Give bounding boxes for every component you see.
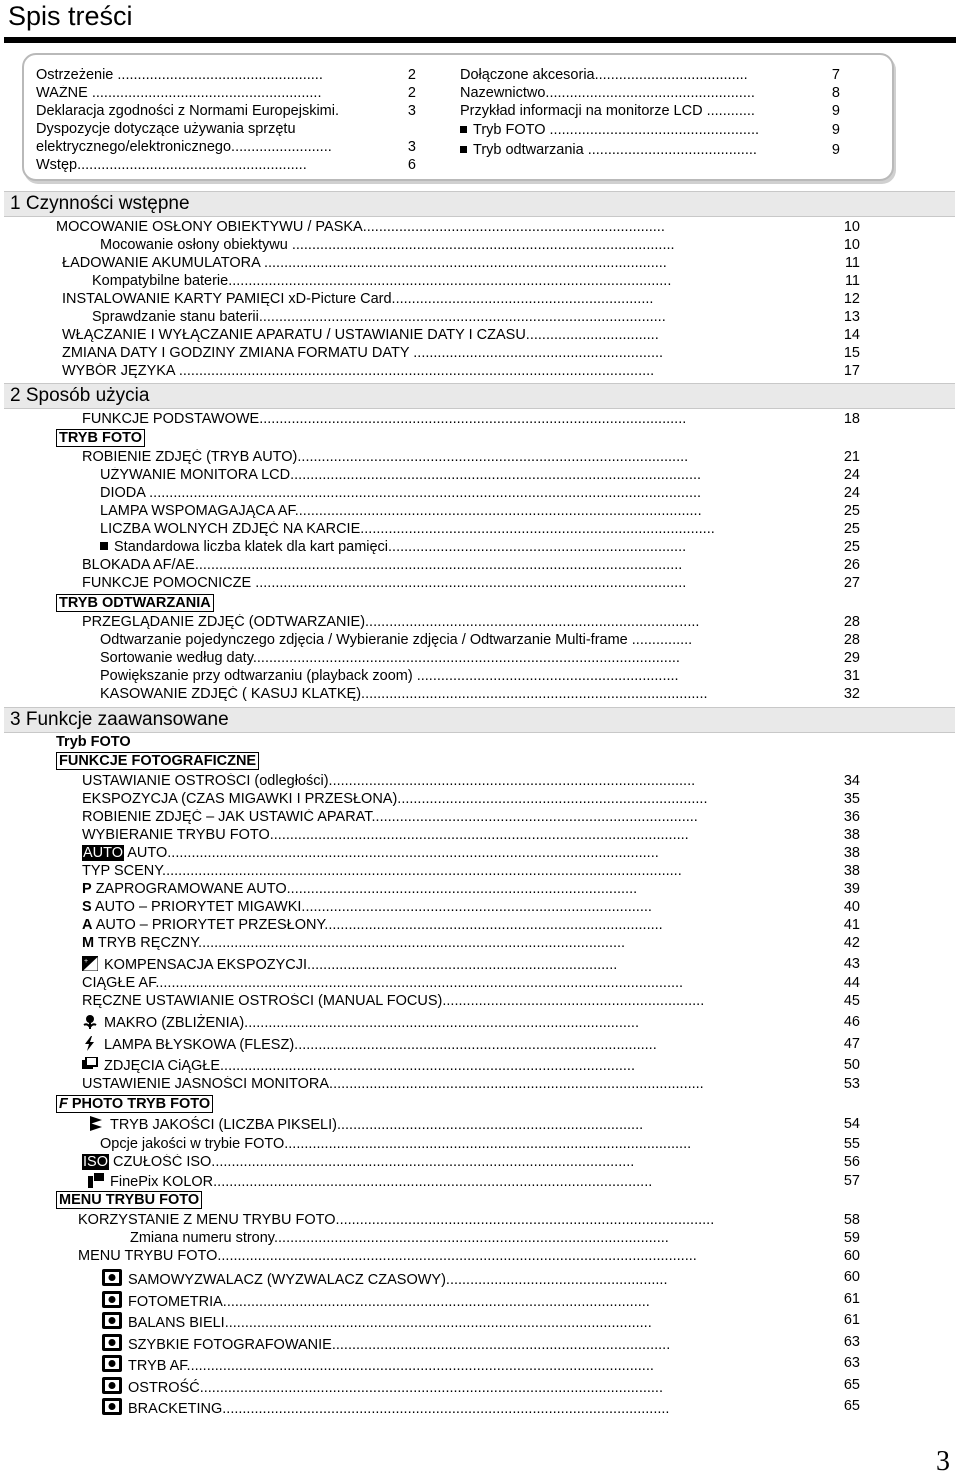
toc-entry-text: ZDJĘCIA CiĄGŁE....................................................................................................... <box>104 1058 635 1074</box>
intro-entry[interactable] <box>460 103 816 120</box>
toc-entry-text: ZMIANA DATY I GODZINY ZMIANA FORMATU DATY .............................................................. <box>62 345 664 361</box>
toc-entry-text: WYBIERANIE TRYBU FOTO........................................................................................................ <box>82 827 689 843</box>
metering-icon <box>102 1291 122 1308</box>
toc-page-number: 60 <box>843 1248 860 1264</box>
toc-entry[interactable] <box>100 632 836 649</box>
funkcje-fotograficzne-header[interactable] <box>56 752 259 770</box>
toc-entry-text: DIODA ......................................................................................................................................... <box>100 485 702 501</box>
toc-page-number: 17 <box>843 363 860 379</box>
toc-entry[interactable] <box>62 291 836 308</box>
toc-entry[interactable] <box>82 809 836 826</box>
toc-entry-text: ROBIENIE ZDJĘĆ (TRYB AUTO)................................................................................................. <box>82 449 689 465</box>
toc-entry[interactable] <box>56 219 836 236</box>
bullet-square <box>100 542 108 550</box>
toc-entry-text: LAMPA WSPOMAGAJĄCA AF..................................................................................................... <box>100 503 702 519</box>
continuous-shooting-icon <box>82 1057 98 1072</box>
toc-entry-text: WAŻNE ......................................................... <box>36 85 322 101</box>
toc-entry[interactable] <box>82 993 836 1010</box>
mode-prefix: S <box>82 899 92 915</box>
toc-entry[interactable] <box>82 1036 836 1054</box>
toc-page-number: 28 <box>843 632 860 648</box>
toc-page-number: 15 <box>843 345 860 361</box>
toc-entry[interactable] <box>78 1212 836 1229</box>
toc-page-number: 65 <box>843 1377 860 1393</box>
toc-entry-text: BALANS BIELI.......................................................................................................... <box>128 1315 652 1331</box>
toc-entry-text: FUNKCJE POMOCNICZE ........................................................................................................... <box>82 575 687 591</box>
page-title: Spis treści <box>8 1 133 31</box>
chapter-title: 3 Funkcje zaawansowane <box>10 709 229 730</box>
toc-entry[interactable] <box>100 668 836 685</box>
tryb-foto-subtitle: Tryb FOTO <box>56 734 131 750</box>
toc-page-number: 10 <box>843 237 860 253</box>
sharpness-icon <box>102 1377 122 1394</box>
toc-page-number: 8 <box>831 85 840 101</box>
toc-entry[interactable] <box>100 485 836 502</box>
toc-page-number: 28 <box>843 614 860 630</box>
toc-page-number: 38 <box>843 863 860 879</box>
intro-entry[interactable] <box>460 67 816 84</box>
toc-entry[interactable] <box>102 1334 836 1354</box>
toc-entry-text: AUTO – PRIORYTET MIGAWKI....................................................................................... <box>91 899 652 915</box>
mode-prefix: P <box>82 881 92 897</box>
intro-entry[interactable] <box>36 139 396 156</box>
toc-page-number: 61 <box>843 1291 860 1307</box>
toc-entry-text: WYBÓR JĘZYKA ...................................................................................................................... <box>62 363 655 379</box>
macro-flower-icon <box>82 1014 98 1029</box>
menu-trybu-foto-header[interactable] <box>56 1191 202 1209</box>
toc-page-number: 45 <box>843 993 860 1009</box>
toc-page-number: 31 <box>843 668 860 684</box>
toc-entry-text: FUNKCJE PODSTAWOWE.......................................................................................................... <box>82 411 687 427</box>
toc-page-number: 46 <box>843 1014 860 1030</box>
toc-page-number: 42 <box>843 935 860 951</box>
toc-page-number: 43 <box>843 956 860 972</box>
toc-entry-text: LICZBA WOLNYCH ZDJĘĆ NA KARCIE........................................................................................ <box>100 521 715 537</box>
toc-entry[interactable] <box>82 575 836 592</box>
toc-entry-text: Opcje jakości w trybie FOTO..................................................................................................... <box>100 1136 692 1152</box>
chapter-heading <box>4 707 955 733</box>
toc-page-number: 29 <box>843 650 860 666</box>
toc-entry-text: LAMPA BŁYSKOWA (FLESZ).......................................................................................... <box>104 1037 657 1053</box>
chapter-title: 2 Sposób użycia <box>10 385 150 406</box>
intro-entry[interactable] <box>460 142 816 159</box>
toc-entry-text: Dołączone akcesoria...................................... <box>460 67 748 83</box>
toc-entry[interactable] <box>102 1312 836 1332</box>
toc-entry-text: ŁADOWANIE AKUMULATORA .................................................................................................... <box>62 255 667 271</box>
toc-entry[interactable] <box>82 956 836 974</box>
toc-entry-text: Ostrzeżenie ................................................... <box>36 67 323 83</box>
toc-page-number: 40 <box>843 899 860 915</box>
toc-entry-text: Mocowanie osłony obiektywu ............................................................................................... <box>100 237 675 253</box>
toc-entry[interactable] <box>62 363 836 380</box>
toc-entry[interactable] <box>130 1230 836 1247</box>
toc-entry[interactable] <box>100 503 836 520</box>
toc-page-number: 54 <box>843 1116 860 1132</box>
chapter-heading <box>4 191 955 217</box>
toc-entry-text: FOTOMETRIA.......................................................................................................... <box>128 1294 650 1310</box>
toc-page-number: 9 <box>831 122 840 138</box>
toc-entry-text: MAKRO (ZBLIŻENIA).................................................................................................. <box>104 1015 639 1031</box>
toc-entry-text: SZYBKIE FOTOGRAFOWANIE.................................................................................... <box>128 1337 671 1353</box>
toc-entry[interactable] <box>102 1269 836 1289</box>
toc-page-number: 39 <box>843 881 860 897</box>
toc-page-number: 24 <box>843 485 860 501</box>
toc-page-number: 14 <box>843 327 860 343</box>
toc-page-number: 63 <box>843 1334 860 1350</box>
toc-page-number: 34 <box>843 773 860 789</box>
toc-page-number: 11 <box>844 255 860 271</box>
toc-entry[interactable] <box>82 935 836 952</box>
toc-entry[interactable] <box>82 975 836 992</box>
toc-page-number: 58 <box>843 1212 860 1228</box>
toc-entry[interactable] <box>82 881 836 898</box>
toc-page-number: 21 <box>843 449 860 465</box>
toc-entry-text: PRZEGLĄDANIE ZDJĘĆ (ODTWARZANIE)................................................................................... <box>82 614 700 630</box>
toc-entry[interactable] <box>102 1398 836 1418</box>
chapter-heading <box>4 383 955 409</box>
toc-entry-text: Powiększanie przy odtwarzaniu (playback zoom) ................................................................. <box>100 668 679 684</box>
bullet-square <box>460 146 467 153</box>
toc-page-number: 63 <box>843 1355 860 1371</box>
toc-entry-text: Odtwarzanie pojedynczego zdjęcia / Wybieranie zdjęcia / Odtwarzanie Multi-frame ............... <box>100 632 693 648</box>
toc-entry[interactable] <box>92 273 836 290</box>
toc-page-number: 44 <box>843 975 860 991</box>
toc-page-number: 27 <box>843 575 860 591</box>
toc-page-number: 3 <box>407 139 416 155</box>
toc-entry-text: CIĄGŁE AF................................................................................................................................... <box>82 975 684 991</box>
toc-entry-text: Zmiana numeru strony.................................................................................................. <box>130 1230 669 1246</box>
chapter-title: 1 Czynności wstępne <box>10 193 190 214</box>
mode-prefix: M <box>82 935 95 951</box>
toc-entry-text: KASOWANIE ZDJĘĆ ( KASUJ KLATKĘ)...................................................................................... <box>100 686 708 702</box>
toc-entry-text: TRYB RĘCZNY.......................................................................................................... <box>94 935 626 951</box>
toc-page-number: 6 <box>407 157 416 173</box>
photo-tryb-foto-header[interactable] <box>56 1095 213 1113</box>
section-header-text: FUNKCJE FOTOGRAFICZNE <box>59 753 257 769</box>
page-number: 3 <box>936 1446 950 1477</box>
exposure-compensation-icon <box>82 956 98 971</box>
toc-entry[interactable] <box>82 845 836 862</box>
toc-entry[interactable] <box>82 614 836 631</box>
finepix-color-icon <box>88 1173 104 1188</box>
title-rule <box>4 37 956 43</box>
section-header-text: PHOTO TRYB FOTO <box>67 1096 211 1112</box>
toc-entry[interactable] <box>102 1377 836 1397</box>
toc-entry-text: Standardowa liczba klatek dla kart pamięci.......................................................................... <box>114 539 687 555</box>
intro-entry[interactable] <box>36 121 396 138</box>
tryb-foto-header[interactable] <box>56 429 145 447</box>
toc-entry[interactable] <box>82 1057 836 1075</box>
toc-entry-text: AUTO – PRIORYTET PRZESŁONY.................................................................................... <box>92 917 663 933</box>
svg-text:+: + <box>84 958 89 965</box>
toc-page-number: 24 <box>843 467 860 483</box>
intro-entry[interactable] <box>36 103 396 120</box>
toc-entry[interactable] <box>88 1116 836 1134</box>
toc-entry-text: TRYB JAKOŚCI (LICZBA PIKSELI)............................................................................ <box>110 1117 644 1133</box>
toc-entry[interactable] <box>82 863 836 880</box>
toc-entry-text: Wstęp......................................................... <box>36 157 307 173</box>
toc-page-number: 9 <box>831 103 840 119</box>
toc-page-number: 32 <box>843 686 860 702</box>
toc-page-number: 13 <box>843 309 860 325</box>
toc-entry[interactable] <box>82 917 836 934</box>
toc-page-number: 41 <box>843 917 860 933</box>
high-speed-shooting-icon <box>102 1334 122 1351</box>
toc-page-number: 25 <box>843 539 860 555</box>
toc-entry-text: Sprawdzanie stanu baterii..................................................................................................... <box>92 309 666 325</box>
mode-prefix: ISO <box>83 1154 108 1170</box>
toc-entry-text: ROBIENIE ZDJĘĆ – JAK USTAWIĆ APARAT................................................................................. <box>82 809 698 825</box>
toc-page-number: 47 <box>843 1036 860 1052</box>
mode-prefix: AUTO <box>83 845 124 861</box>
toc-entry-text: BRACKETING............................................................................................................... <box>128 1401 670 1417</box>
toc-entry-text: EKSPOZYCJA (CZAS MIGAWKI I PRZESŁONA)............................................................................. <box>82 791 708 807</box>
toc-entry-text: ZAPROGRAMOWANE AUTO....................................................................................... <box>91 881 638 897</box>
intro-entry[interactable] <box>36 67 396 84</box>
white-balance-icon <box>102 1312 122 1329</box>
toc-entry[interactable] <box>92 309 836 326</box>
section-header-text: TRYB FOTO <box>59 430 142 446</box>
toc-entry-text: USTAWIENIE JASNOŚCI MONITORA............................................................................................. <box>82 1076 704 1092</box>
toc-entry[interactable] <box>100 539 836 556</box>
toc-entry-text: Dyspozycje dotyczące używania sprzętu <box>36 121 296 137</box>
toc-entry-text: SAMOWYZWALACZ (WYZWALACZ CZASOWY)....................................................... <box>128 1272 668 1288</box>
toc-entry-text: Sortowanie według daty.......................................................................................................... <box>100 650 680 666</box>
toc-page-number: 38 <box>843 845 860 861</box>
toc-entry-text: KORZYSTANIE Z MENU TRYBU FOTO.............................................................................................. <box>78 1212 715 1228</box>
toc-entry[interactable] <box>88 1173 836 1191</box>
toc-entry[interactable] <box>62 345 836 362</box>
toc-entry-text: UŻYWANIE MONITORA LCD...................................................................................................... <box>100 467 702 483</box>
toc-page-number: 56 <box>843 1154 860 1170</box>
self-timer-icon <box>102 1269 122 1286</box>
bullet-square <box>460 126 467 133</box>
toc-page-number: 3 <box>407 103 416 119</box>
toc-page-number: 57 <box>843 1173 860 1189</box>
toc-entry[interactable] <box>82 791 836 808</box>
photo-f-prefix: F <box>59 1096 68 1112</box>
toc-entry[interactable] <box>100 1136 836 1153</box>
toc-entry-text: Deklaracja zgodności z Normami Europejskimi. <box>36 103 339 119</box>
toc-entry[interactable] <box>100 650 836 667</box>
intro-entry[interactable] <box>36 85 396 102</box>
toc-entry-text: BLOKADA AF/AE......................................................................................................................... <box>82 557 683 573</box>
toc-page-number: 12 <box>843 291 860 307</box>
toc-entry-text: Kompatybilne baterie.............................................................................................................. <box>92 273 672 289</box>
toc-entry-text: Tryb odtwarzania .......................................... <box>473 142 757 158</box>
toc-entry-text: FinePix KOLOR............................................................................................................. <box>110 1174 653 1190</box>
toc-entry-text: CZUŁOŚĆ ISO......................................................................................................... <box>108 1154 635 1170</box>
toc-entry[interactable] <box>82 1154 836 1171</box>
toc-entry[interactable] <box>62 327 836 344</box>
toc-page-number: 35 <box>843 791 860 807</box>
toc-entry-text: AUTO.......................................................................................................................... <box>124 845 659 861</box>
toc-page-number: 9 <box>831 142 840 158</box>
toc-page-number: 25 <box>843 503 860 519</box>
intro-entry[interactable] <box>460 85 816 102</box>
tryb-odtwarzania-header[interactable] <box>56 594 214 612</box>
toc-page-number: 36 <box>843 809 860 825</box>
toc-page-number: 60 <box>843 1269 860 1285</box>
toc-entry-text: Tryb FOTO .................................................... <box>473 122 760 138</box>
toc-entry-text: Przykład informacji na monitorze LCD ............ <box>460 103 755 119</box>
toc-page-number: 10 <box>843 219 860 235</box>
toc-page-number: 26 <box>843 557 860 573</box>
toc-page-number: 2 <box>407 67 416 83</box>
toc-page-number: 61 <box>843 1312 860 1328</box>
toc-entry[interactable] <box>82 411 836 428</box>
toc-entry[interactable] <box>102 1291 836 1311</box>
toc-entry-text: Nazewnictwo.................................................... <box>460 85 755 101</box>
toc-entry[interactable] <box>82 827 836 844</box>
toc-entry[interactable] <box>82 557 836 574</box>
toc-entry[interactable] <box>82 899 836 916</box>
toc-entry-text: WŁĄCZANIE I WYŁĄCZANIE APARATU / USTAWIANIE DATY I CZASU................................. <box>62 327 659 343</box>
toc-page-number: 53 <box>843 1076 860 1092</box>
quality-icon <box>88 1116 104 1131</box>
bracketing-icon <box>102 1398 122 1415</box>
intro-entry[interactable] <box>36 157 396 174</box>
toc-page-number: 38 <box>843 827 860 843</box>
toc-entry-text: RĘCZNE USTAWIANIE OSTROŚCI (MANUAL FOCUS)................................................................. <box>82 993 705 1009</box>
mode-prefix: A <box>82 917 93 933</box>
toc-entry[interactable] <box>100 237 836 254</box>
toc-entry[interactable] <box>100 467 836 484</box>
flash-icon <box>82 1036 98 1051</box>
toc-entry-text: MENU TRYBU FOTO....................................................................................................................... <box>78 1248 697 1264</box>
intro-entry[interactable] <box>460 122 816 139</box>
toc-entry-text: KOMPENSACJA EKSPOZYCJI............................................................................. <box>104 957 618 973</box>
toc-entry[interactable] <box>62 255 836 272</box>
section-header-text: TRYB ODTWARZANIA <box>59 595 211 611</box>
toc-entry[interactable] <box>102 1355 836 1375</box>
toc-page-number: 2 <box>407 85 416 101</box>
toc-entry-text: TRYB AF.................................................................................................................... <box>128 1358 654 1374</box>
toc-entry-text: OSTROŚĆ................................................................................................................... <box>128 1380 663 1396</box>
toc-entry-text: INSTALOWANIE KARTY PAMIĘCI xD-Picture Card................................................................. <box>62 291 654 307</box>
toc-page-number: 50 <box>843 1057 860 1073</box>
toc-entry[interactable] <box>82 773 836 790</box>
toc-page-number: 7 <box>831 67 840 83</box>
toc-entry[interactable] <box>82 449 836 466</box>
toc-entry-text: USTAWIANIE OSTROŚCI (odległości)........................................................................................... <box>82 773 696 789</box>
toc-page-number: 65 <box>843 1398 860 1414</box>
toc-page-number: 11 <box>844 273 860 289</box>
toc-entry[interactable] <box>100 521 836 538</box>
toc-entry[interactable] <box>78 1248 836 1265</box>
toc-entry[interactable] <box>82 1014 836 1032</box>
toc-page-number: 59 <box>843 1230 860 1246</box>
section-header-text: MENU TRYBU FOTO <box>59 1192 200 1208</box>
toc-page-number: 25 <box>843 521 860 537</box>
toc-page-number: 55 <box>843 1136 860 1152</box>
toc-entry[interactable] <box>100 686 836 703</box>
toc-entry-text: TYP SCENY................................................................................................................................. <box>82 863 682 879</box>
af-mode-icon <box>102 1355 122 1372</box>
toc-entry-text: MOCOWANIE OSŁONY OBIEKTYWU / PASKA........................................................................... <box>56 219 665 235</box>
toc-entry-text: elektrycznego/elektronicznego......................... <box>36 139 332 155</box>
toc-page-number: 18 <box>843 411 860 427</box>
toc-entry[interactable] <box>82 1076 836 1093</box>
